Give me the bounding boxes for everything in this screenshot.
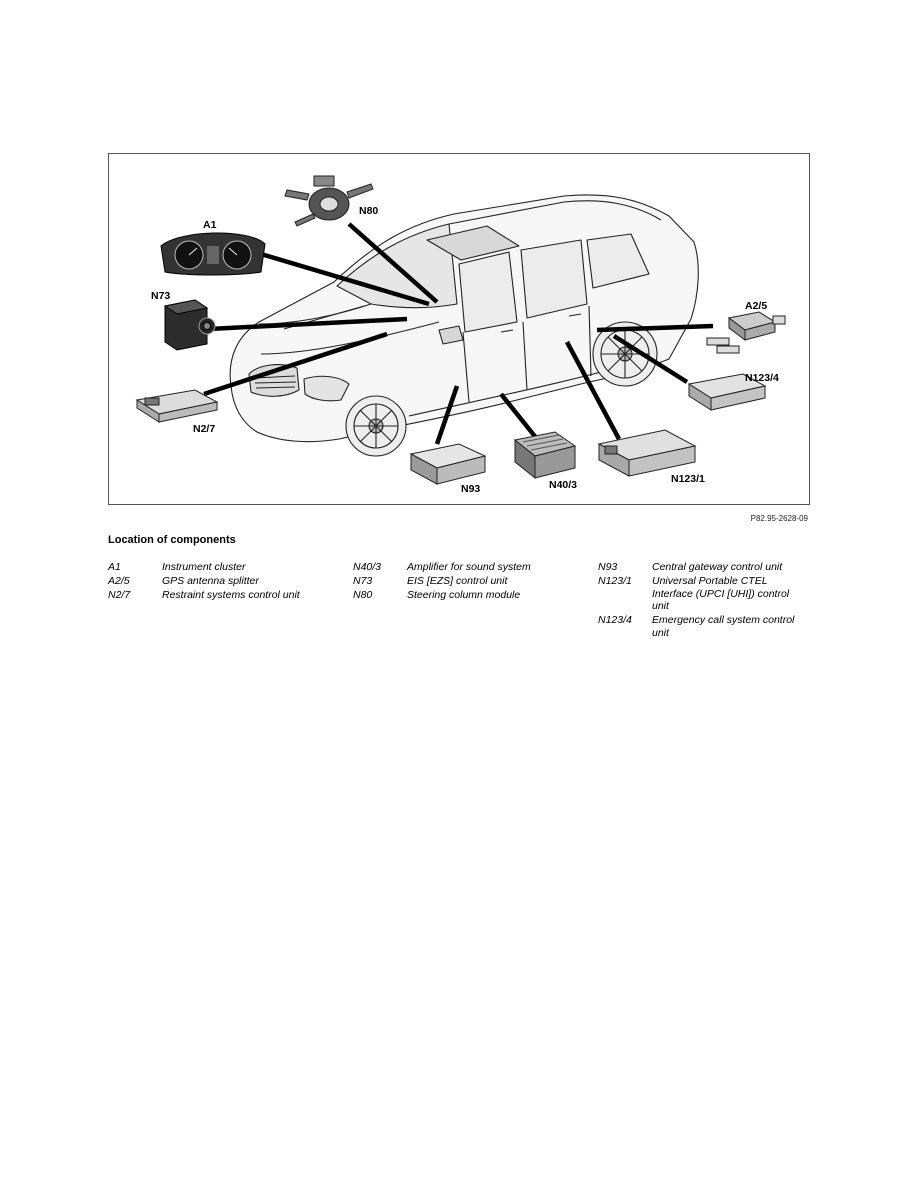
legend-description: Steering column module: [407, 589, 521, 601]
callout-a2-5: A2/5: [745, 300, 768, 312]
legend-description: EIS [EZS] control unit: [407, 575, 508, 587]
component-diagram: [109, 154, 811, 506]
legend-code: N93: [598, 561, 618, 573]
legend-item: [108, 589, 317, 602]
legend-item: [108, 561, 317, 574]
legend-code: A1: [108, 561, 121, 573]
legend-description: Central gateway control unit: [652, 561, 783, 573]
legend-description: Amplifier for sound system: [407, 561, 531, 573]
eis-control-unit-icon: [165, 300, 215, 350]
car-illustration: [230, 195, 698, 442]
steering-column-module-icon: [285, 176, 373, 226]
legend-item: [598, 561, 807, 574]
legend-code: N73: [353, 575, 373, 587]
callout-n40-3: N40/3: [549, 479, 578, 491]
component-location-figure: [108, 153, 810, 505]
legend-column-2: [353, 561, 562, 603]
callout-n93: N93: [461, 483, 481, 495]
callout-n123-4: N123/4: [745, 372, 779, 384]
legend-description: GPS antenna splitter: [162, 575, 259, 587]
callout-n123-1: N123/1: [671, 473, 705, 485]
legend-code: N40/3: [353, 561, 382, 573]
legend-description: Restraint systems control unit: [162, 589, 300, 601]
legend-code: N123/1: [598, 575, 632, 587]
instrument-cluster-icon: [161, 233, 265, 275]
legend-code: A2/5: [108, 575, 130, 587]
legend-item: [598, 614, 807, 639]
legend-description: Instrument cluster: [162, 561, 246, 573]
legend-column-1: [108, 561, 317, 603]
legend-item: [353, 575, 562, 588]
legend-item: [108, 575, 317, 588]
callout-a1: A1: [203, 219, 217, 231]
legend-description: Universal Portable CTEL Interface (UPCI [UHI]) control unit: [652, 575, 790, 612]
legend-item: [353, 589, 562, 602]
central-gateway-control-unit-icon: [411, 444, 485, 484]
section-title: Location of components: [108, 534, 236, 546]
legend-description: Emergency call system control unit: [652, 614, 795, 639]
figure-reference-number: P82.95-2628-09: [750, 514, 808, 523]
legend-code: N123/4: [598, 614, 632, 626]
callout-n73: N73: [151, 290, 171, 302]
legend-column-3: [598, 561, 807, 641]
gps-antenna-splitter-icon: [707, 312, 785, 353]
legend-item: [598, 575, 807, 613]
front-wheel: [346, 396, 406, 456]
sound-amplifier-icon: [515, 432, 575, 478]
legend-item: [353, 561, 562, 574]
upci-control-unit-icon: [599, 430, 695, 476]
legend-code: N80: [353, 589, 373, 601]
legend-code: N2/7: [108, 589, 131, 601]
callout-n2-7: N2/7: [193, 423, 216, 435]
callout-n80: N80: [359, 205, 379, 217]
